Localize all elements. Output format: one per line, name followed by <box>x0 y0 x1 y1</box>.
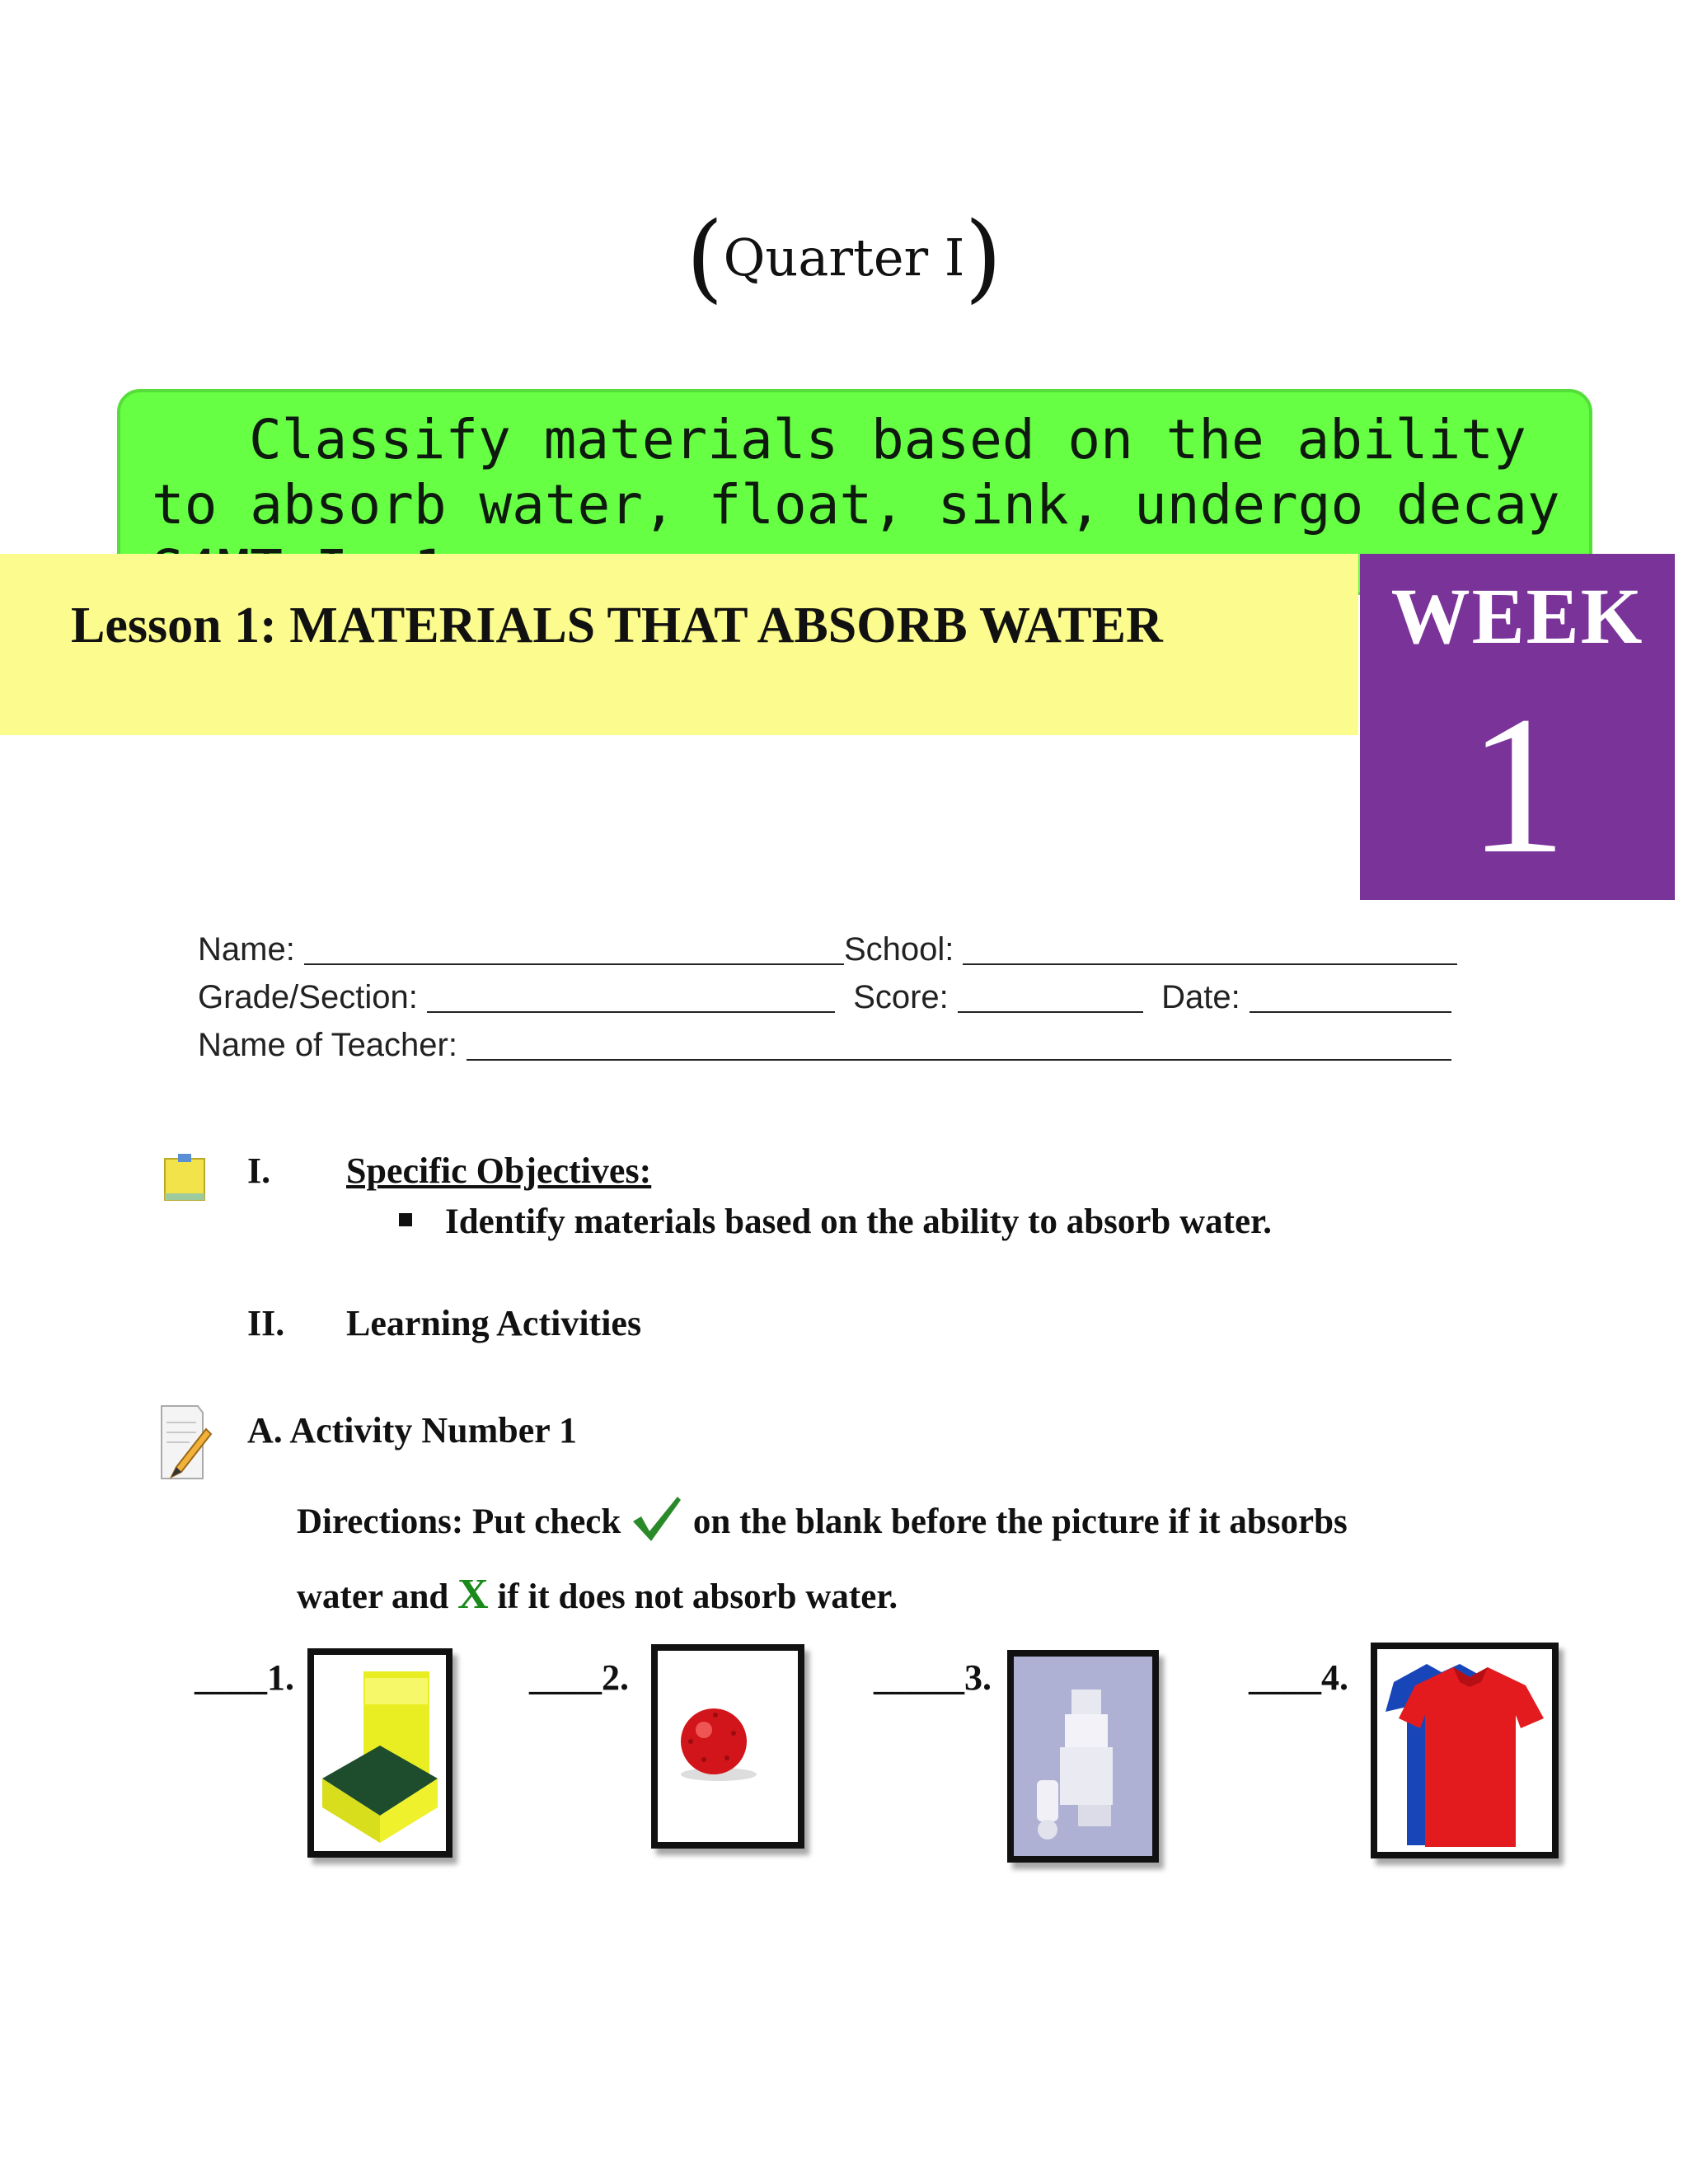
score-blank[interactable] <box>958 982 1143 1013</box>
bullet-marker <box>399 1213 412 1226</box>
week-label: WEEK <box>1390 572 1644 660</box>
plastic-toys-picture <box>1014 1657 1152 1856</box>
week-number: 1 <box>1468 675 1567 894</box>
objectives-numeral: I. <box>247 1151 271 1191</box>
directions-part-2: on the blank before the picture if it absorbs <box>692 1502 1348 1541</box>
competency-text: Classify materials based on the ability to absorb water, float, sink, undergo decay <box>152 408 1560 537</box>
t-shirts-picture <box>1377 1649 1552 1852</box>
date-blank[interactable] <box>1250 982 1451 1013</box>
item-3-label <box>874 1657 992 1699</box>
score-label: Score: <box>853 979 949 1015</box>
item-1-number: 1. <box>267 1657 294 1698</box>
lesson-banner <box>0 554 1358 735</box>
grade-label: Grade/Section: <box>198 979 418 1015</box>
lesson-title: Lesson 1: MATERIALS THAT ABSORB WATER <box>71 598 1163 654</box>
school-blank[interactable] <box>963 934 1457 965</box>
item-2-label <box>529 1657 629 1699</box>
checkmark-icon <box>630 1493 684 1544</box>
notepad-pencil-icon <box>157 1401 214 1483</box>
directions-part-4: if it does not absorb water. <box>497 1577 898 1616</box>
name-blank[interactable] <box>304 934 844 965</box>
item-2-picture-frame <box>651 1644 804 1849</box>
teacher-label: Name of Teacher: <box>198 1027 457 1063</box>
item-1-label <box>195 1657 294 1699</box>
item-4-number: 4. <box>1321 1657 1348 1698</box>
item-3-picture-frame <box>1007 1650 1159 1863</box>
sticky-note-icon <box>162 1152 208 1203</box>
sponge-picture <box>314 1655 446 1851</box>
rubber-ball-picture <box>658 1651 798 1842</box>
quarter-open-paren: ( <box>686 202 724 313</box>
quarter-text: Quarter I <box>723 227 965 288</box>
item-1-picture-frame <box>307 1648 452 1858</box>
directions-part-1: Directions: Put check <box>297 1502 621 1541</box>
item-3-blank[interactable]: _____ <box>874 1657 964 1698</box>
activities-title: Learning Activities <box>346 1303 642 1343</box>
item-2-number: 2. <box>602 1657 629 1698</box>
name-label: Name: <box>198 931 295 968</box>
quarter-heading <box>0 202 1688 313</box>
info-line-name-school <box>198 931 1457 968</box>
item-3-number: 3. <box>964 1657 992 1698</box>
week-box <box>1360 554 1675 900</box>
date-label: Date: <box>1161 979 1240 1015</box>
school-label: School: <box>843 931 954 968</box>
quarter-close-paren: ) <box>964 202 1002 313</box>
directions-line-2 <box>297 1570 898 1619</box>
directions-part-3: water and <box>297 1577 449 1616</box>
item-4-label <box>1249 1657 1348 1699</box>
activity-heading: A. Activity Number 1 <box>247 1410 578 1451</box>
activities-numeral: II. <box>247 1303 285 1343</box>
info-line-grade-score-date <box>198 979 1451 1016</box>
item-4-blank[interactable]: ____ <box>1249 1657 1321 1698</box>
x-mark-icon: X <box>457 1571 489 1618</box>
directions-line-1 <box>297 1493 1348 1544</box>
item-1-blank[interactable]: ____ <box>195 1657 267 1698</box>
info-line-teacher <box>198 1027 1451 1064</box>
grade-blank[interactable] <box>427 982 835 1013</box>
objectives-title: Specific Objectives: <box>346 1151 652 1191</box>
objective-item: Identify materials based on the ability to absorb water. <box>445 1202 1272 1241</box>
item-4-picture-frame <box>1371 1643 1559 1858</box>
item-2-blank[interactable]: ____ <box>529 1657 602 1698</box>
teacher-blank[interactable] <box>467 1029 1451 1061</box>
